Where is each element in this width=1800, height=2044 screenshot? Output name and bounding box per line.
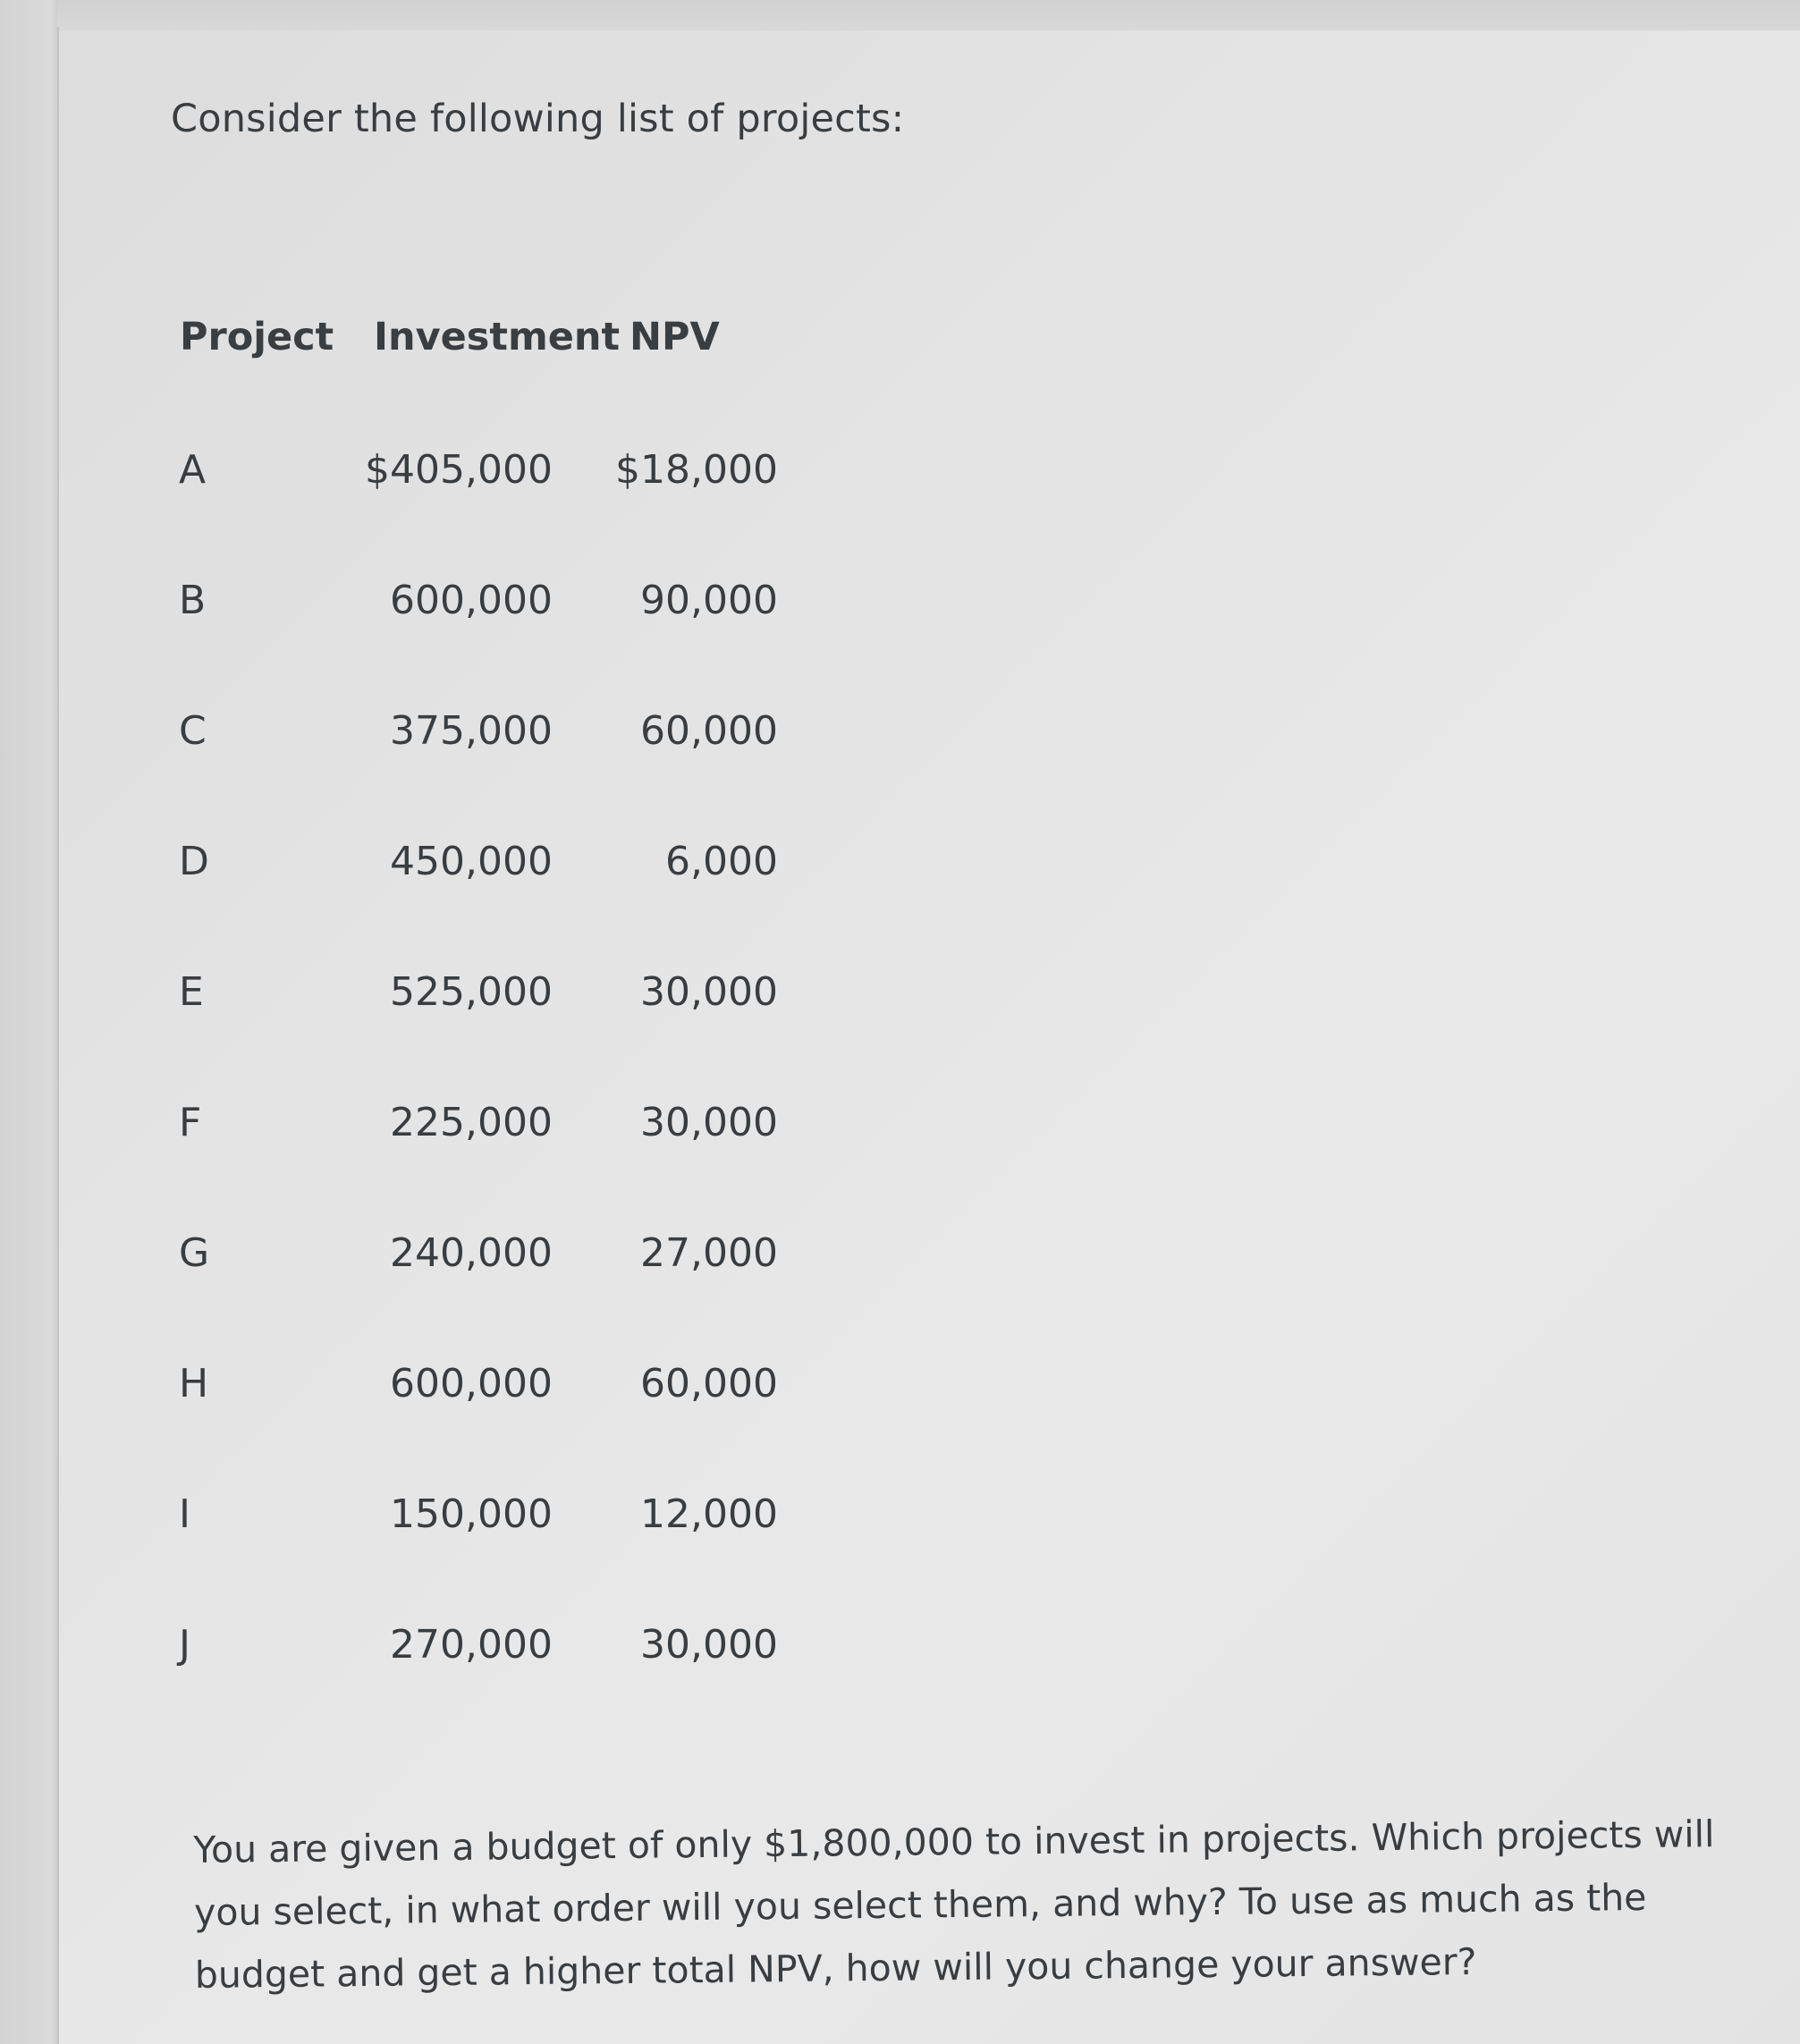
investment-cell: 270,000: [390, 1622, 553, 1668]
table-row: [59, 1622, 864, 1676]
npv-cell: $18,000: [615, 447, 778, 493]
project-cell: D: [179, 839, 209, 884]
table-row: [59, 839, 864, 892]
investment-cell: 600,000: [390, 578, 553, 623]
table-row: [59, 1100, 864, 1153]
investment-cell: 450,000: [390, 839, 553, 884]
npv-cell: 60,000: [640, 708, 778, 754]
npv-cell: 30,000: [640, 969, 778, 1015]
project-cell: H: [179, 1361, 209, 1406]
intro-text: Consider the following list of projects:: [171, 97, 905, 141]
project-cell: C: [179, 708, 207, 754]
table-row: [59, 1361, 864, 1415]
investment-cell: 225,000: [390, 1100, 553, 1145]
investment-cell: 600,000: [390, 1361, 553, 1406]
project-cell: E: [179, 969, 204, 1015]
left-gutter: [0, 0, 57, 2044]
top-strip: [0, 0, 1800, 30]
project-cell: B: [179, 578, 207, 623]
investment-cell: 375,000: [390, 708, 553, 754]
npv-cell: 27,000: [640, 1230, 778, 1276]
project-cell: F: [179, 1100, 202, 1145]
table-row: [59, 1230, 864, 1284]
npv-cell: 6,000: [665, 839, 778, 884]
project-cell: J: [179, 1622, 190, 1668]
investment-cell: $405,000: [365, 447, 553, 493]
header-npv: NPV: [630, 315, 720, 359]
question-text: You are given a budget of only $1,800,000 to invest in projects. Which projects will you select, in what order will you select them, and why? To use as much as the budget and get a higher total NPV, how will you change your answer?: [193, 1812, 1715, 1997]
table-row: [59, 447, 864, 501]
table-row: [59, 578, 864, 631]
project-cell: G: [179, 1230, 210, 1276]
question-content: [59, 30, 1800, 2044]
npv-cell: 90,000: [640, 578, 778, 623]
projects-table: [59, 30, 864, 1729]
npv-cell: 12,000: [640, 1491, 778, 1537]
npv-cell: 30,000: [640, 1100, 778, 1145]
investment-cell: 150,000: [390, 1491, 553, 1537]
investment-cell: 525,000: [390, 969, 553, 1015]
header-project: Project: [180, 315, 334, 359]
table-row: [59, 708, 864, 762]
header-investment: Investment: [374, 315, 621, 359]
npv-cell: 30,000: [640, 1622, 778, 1668]
project-cell: A: [179, 447, 207, 493]
table-row: [59, 1491, 864, 1545]
npv-cell: 60,000: [640, 1361, 778, 1406]
investment-cell: 240,000: [390, 1230, 553, 1276]
project-cell: I: [179, 1491, 190, 1537]
table-row: [59, 969, 864, 1023]
